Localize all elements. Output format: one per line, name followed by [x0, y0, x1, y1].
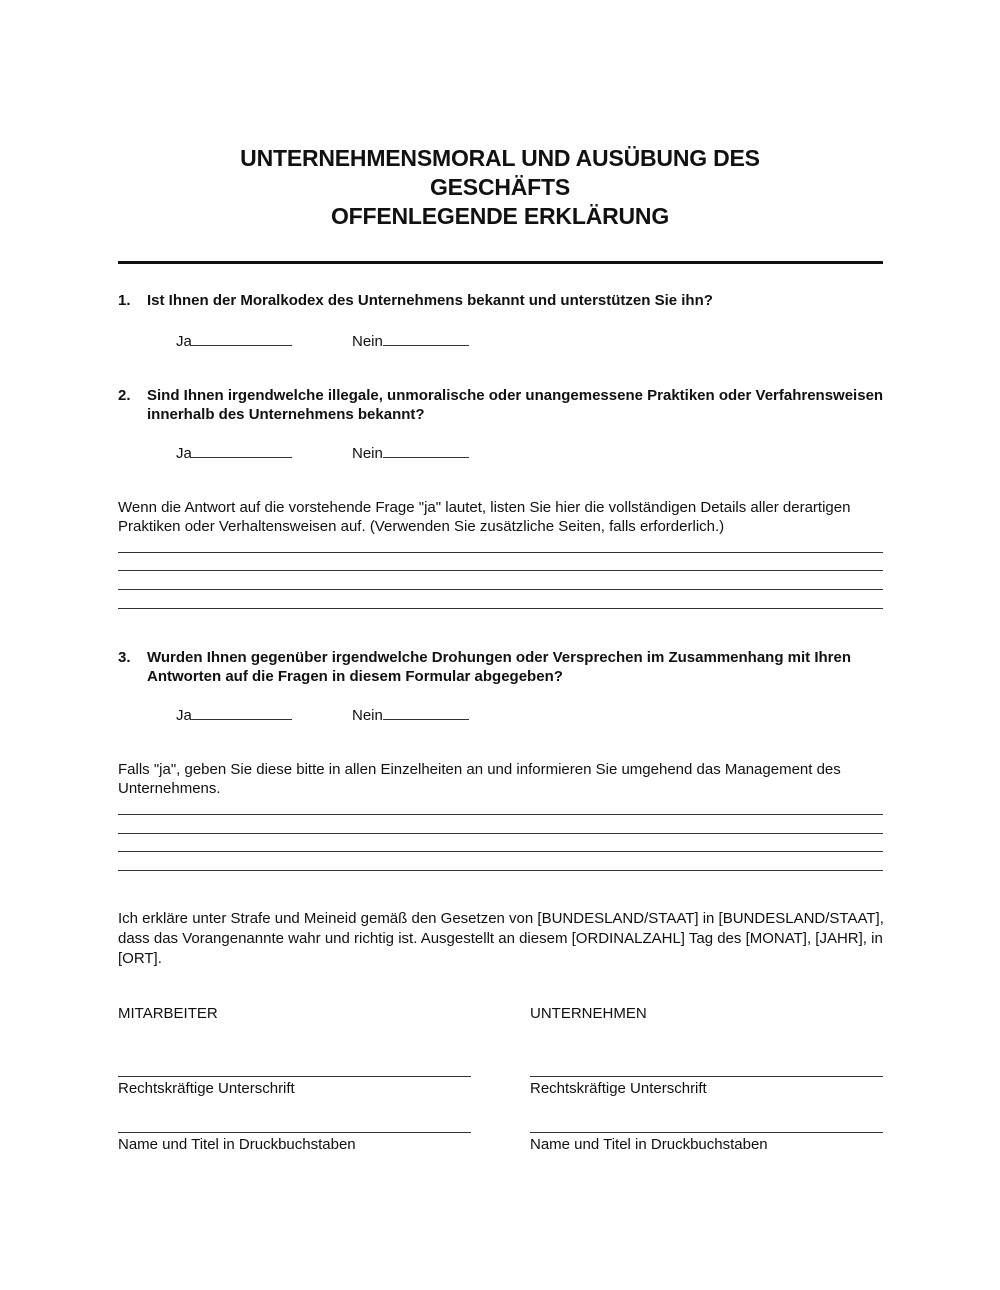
q3-answer-line-3[interactable]: [118, 851, 883, 852]
company-name-label: Name und Titel in Druckbuchstaben: [530, 1136, 768, 1153]
q1-yes-field[interactable]: [176, 330, 292, 351]
question-number: 3.: [118, 649, 131, 666]
employee-signature-line[interactable]: [118, 1076, 471, 1077]
company-heading: UNTERNEHMEN: [530, 1005, 647, 1022]
yes-label: Ja: [176, 333, 192, 350]
q3-answer-line-4[interactable]: [118, 870, 883, 871]
no-label: Nein: [352, 707, 383, 724]
question-number: 1.: [118, 292, 131, 309]
q2-yes-field[interactable]: [176, 442, 292, 463]
q2-answer-line-4[interactable]: [118, 608, 883, 609]
no-label: Nein: [352, 445, 383, 462]
q3-followup-instructions: Falls "ja", geben Sie diese bitte in allen Einzelheiten an und informieren Sie umgehend das Management des Unternehmens.: [118, 761, 841, 797]
employee-name-label: Name und Titel in Druckbuchstaben: [118, 1136, 356, 1153]
q2-no-field[interactable]: [352, 442, 469, 463]
q2-answer-line-3[interactable]: [118, 589, 883, 590]
title-divider: [118, 261, 883, 264]
title-line-1: UNTERNEHMENSMORAL UND AUSÜBUNG DES: [240, 145, 760, 171]
question-text: Wurden Ihnen gegenüber irgendwelche Drohungen oder Versprechen im Zusammenhang mit Ihren Antworten auf die Fragen in diesem Formular abgegeben?: [147, 649, 852, 685]
title-line-2: GESCHÄFTS: [429, 174, 571, 200]
question-1: [118, 291, 888, 310]
company-signature-line[interactable]: [530, 1076, 883, 1077]
declaration-text: Ich erkläre unter Strafe und Meineid gemäß den Gesetzen von [BUNDESLAND/STAAT] in [BUNDESLAND/STAAT], dass das Vorangenannte wahr und richtig ist. Ausgestellt an diesem [ORDINALZAHL] Tag des [MONAT], [JAHR], in [ORT].: [118, 910, 884, 967]
question-text: Sind Ihnen irgendwelche illegale, unmoralische oder unangemessene Praktiken oder Verfahrensweisen innerhalb des Unternehmens bekannt?: [147, 387, 884, 423]
q3-answer-line-2[interactable]: [118, 833, 883, 834]
document-title: [118, 144, 882, 231]
question-number: 2.: [118, 387, 131, 404]
yes-blank[interactable]: [192, 442, 292, 458]
yes-label: Ja: [176, 707, 192, 724]
no-blank[interactable]: [383, 442, 469, 458]
employee-heading: MITARBEITER: [118, 1005, 218, 1022]
no-blank[interactable]: [383, 330, 469, 346]
question-2: [118, 386, 888, 424]
question-text: Ist Ihnen der Moralkodex des Unternehmens bekannt und unterstützen Sie ihn?: [147, 292, 713, 309]
company-name-line[interactable]: [530, 1132, 883, 1133]
yes-blank[interactable]: [192, 704, 292, 720]
title-line-3: OFFENLEGENDE ERKLÄRUNG: [330, 203, 670, 229]
employee-signature-label: Rechtskräftige Unterschrift: [118, 1080, 295, 1097]
yes-blank[interactable]: [192, 330, 292, 346]
no-label: Nein: [352, 333, 383, 350]
q1-no-field[interactable]: [352, 330, 469, 351]
q3-yes-field[interactable]: [176, 704, 292, 725]
company-signature-label: Rechtskräftige Unterschrift: [530, 1080, 707, 1097]
yes-label: Ja: [176, 445, 192, 462]
q3-no-field[interactable]: [352, 704, 469, 725]
q2-answer-line-2[interactable]: [118, 570, 883, 571]
q3-answer-line-1[interactable]: [118, 814, 883, 815]
no-blank[interactable]: [383, 704, 469, 720]
q2-answer-line-1[interactable]: [118, 552, 883, 553]
q2-followup-instructions: Wenn die Antwort auf die vorstehende Frage "ja" lautet, listen Sie hier die vollständigen Details aller derartigen Praktiken oder Verhaltensweisen auf. (Verwenden Sie zusätzliche Seiten, falls erforderlich.): [118, 499, 851, 535]
employee-name-line[interactable]: [118, 1132, 471, 1133]
question-3: [118, 648, 888, 686]
